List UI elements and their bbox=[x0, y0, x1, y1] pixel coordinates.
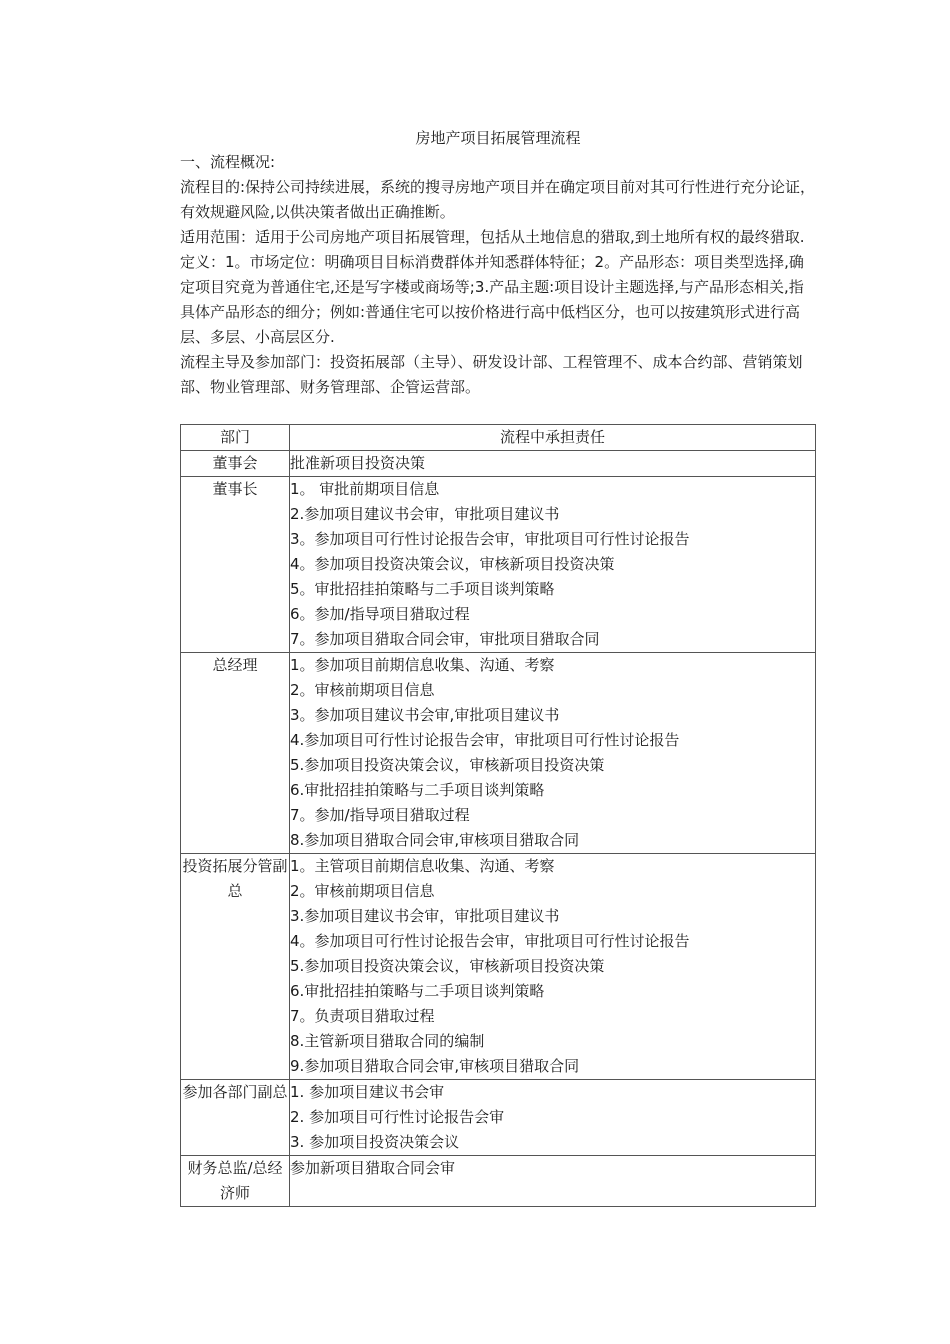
duty-item: 6.审批招挂拍策略与二手项目谈判策略 bbox=[290, 781, 545, 799]
duty-item: 6.审批招挂拍策略与二手项目谈判策略 bbox=[290, 982, 545, 1000]
dept-cell: 董事会 bbox=[181, 451, 290, 477]
table-row bbox=[181, 477, 816, 653]
document-title: 房地产项目拓展管理流程 bbox=[415, 129, 581, 147]
dept-cell: 参加各部门副总 bbox=[181, 1080, 290, 1156]
duty-item: 4。参加项目投资决策会议，审核新项目投资决策 bbox=[290, 555, 615, 573]
duty-item: 2。审核前期项目信息 bbox=[290, 681, 435, 699]
duty-item: 1。参加项目前期信息收集、沟通、考察 bbox=[290, 656, 555, 674]
duty-cell bbox=[290, 1080, 816, 1156]
duty-item: 3.参加项目建议书会审，审批项目建议书 bbox=[290, 907, 560, 925]
paragraph-departments: 流程主导及参加部门：投资拓展部（主导）、研发设计部、工程管理不、成本合约部、营销策划部、物业管理部、财务管理部、企管运营部。 bbox=[180, 353, 803, 396]
duty-item: 3。参加项目可行性讨论报告会审，审批项目可行性讨论报告 bbox=[290, 530, 690, 548]
duty-item: 参加新项目猎取合同会审 bbox=[290, 1159, 456, 1177]
table-row bbox=[181, 653, 816, 854]
duty-cell bbox=[290, 653, 816, 854]
duty-cell bbox=[290, 854, 816, 1080]
duty-item: 批准新项目投资决策 bbox=[290, 454, 426, 472]
header-dept: 部门 bbox=[181, 425, 290, 451]
paragraph-purpose: 流程目的:保持公司持续进展，系统的搜寻房地产项目并在确定项目前对其可行性进行充分论证，有效规避风险,以供决策者做出正确推断。 bbox=[180, 178, 816, 221]
duty-cell bbox=[290, 1156, 816, 1207]
table-row bbox=[181, 1080, 816, 1156]
duty-item: 2。审核前期项目信息 bbox=[290, 882, 435, 900]
duty-item: 1。 审批前期项目信息 bbox=[290, 480, 440, 498]
paragraph-scope: 适用范围：适用于公司房地产项目拓展管理，包括从土地信息的猎取,到土地所有权的最终猎取. bbox=[180, 228, 805, 246]
duty-cell bbox=[290, 451, 816, 477]
duty-item: 9.参加项目猎取合同会审,审核项目猎取合同 bbox=[290, 1057, 580, 1075]
duty-item: 4.参加项目可行性讨论报告会审，审批项目可行性讨论报告 bbox=[290, 731, 680, 749]
duty-item: 2. 参加项目可行性讨论报告会审 bbox=[290, 1108, 505, 1126]
dept-cell: 投资拓展分管副总 bbox=[181, 854, 290, 1080]
duty-item: 7。参加项目猎取合同会审，审批项目猎取合同 bbox=[290, 630, 600, 648]
duty-item: 8.主管新项目猎取合同的编制 bbox=[290, 1032, 485, 1050]
table-row bbox=[181, 854, 816, 1080]
duty-item: 2.参加项目建议书会审，审批项目建议书 bbox=[290, 505, 560, 523]
duty-item: 3。参加项目建议书会审,审批项目建议书 bbox=[290, 706, 560, 724]
dept-cell: 总经理 bbox=[181, 653, 290, 854]
paragraph-definition: 定义：1。市场定位：明确项目目标消费群体并知悉群体特征；2。产品形态：项目类型选择,确定项目究竟为普通住宅,还是写字楼或商场等;3.产品主题:项目设计主题选择,与产品形态相关,指具体产品形态的细分；例如:普通住宅可以按价格进行高中低档区分，也可以按建筑形式进行高层、多层、小高层区分. bbox=[180, 253, 804, 346]
duty-item: 6。参加/指导项目猎取过程 bbox=[290, 605, 470, 623]
table-header-row bbox=[181, 425, 816, 451]
duty-item: 1。主管项目前期信息收集、沟通、考察 bbox=[290, 857, 555, 875]
duty-item: 8.参加项目猎取合同会审,审核项目猎取合同 bbox=[290, 831, 580, 849]
duty-item: 7。负责项目猎取过程 bbox=[290, 1007, 435, 1025]
duty-item: 7。参加/指导项目猎取过程 bbox=[290, 806, 470, 824]
dept-cell: 董事长 bbox=[181, 477, 290, 653]
section-heading: 一、流程概况: bbox=[180, 153, 276, 171]
document-body bbox=[180, 150, 816, 400]
table-row bbox=[181, 1156, 816, 1207]
duty-item: 4。参加项目可行性讨论报告会审，审批项目可行性讨论报告 bbox=[290, 932, 690, 950]
duty-item: 1. 参加项目建议书会审 bbox=[290, 1083, 445, 1101]
dept-cell: 财务总监/总经济师 bbox=[181, 1156, 290, 1207]
header-duty: 流程中承担责任 bbox=[290, 425, 816, 451]
duty-item: 5.参加项目投资决策会议，审核新项目投资决策 bbox=[290, 756, 605, 774]
duty-item: 5.参加项目投资决策会议，审核新项目投资决策 bbox=[290, 957, 605, 975]
duty-item: 5。审批招挂拍策略与二手项目谈判策略 bbox=[290, 580, 555, 598]
responsibility-table bbox=[180, 424, 816, 1207]
duty-item: 3. 参加项目投资决策会议 bbox=[290, 1133, 460, 1151]
duty-cell bbox=[290, 477, 816, 653]
table-row bbox=[181, 451, 816, 477]
